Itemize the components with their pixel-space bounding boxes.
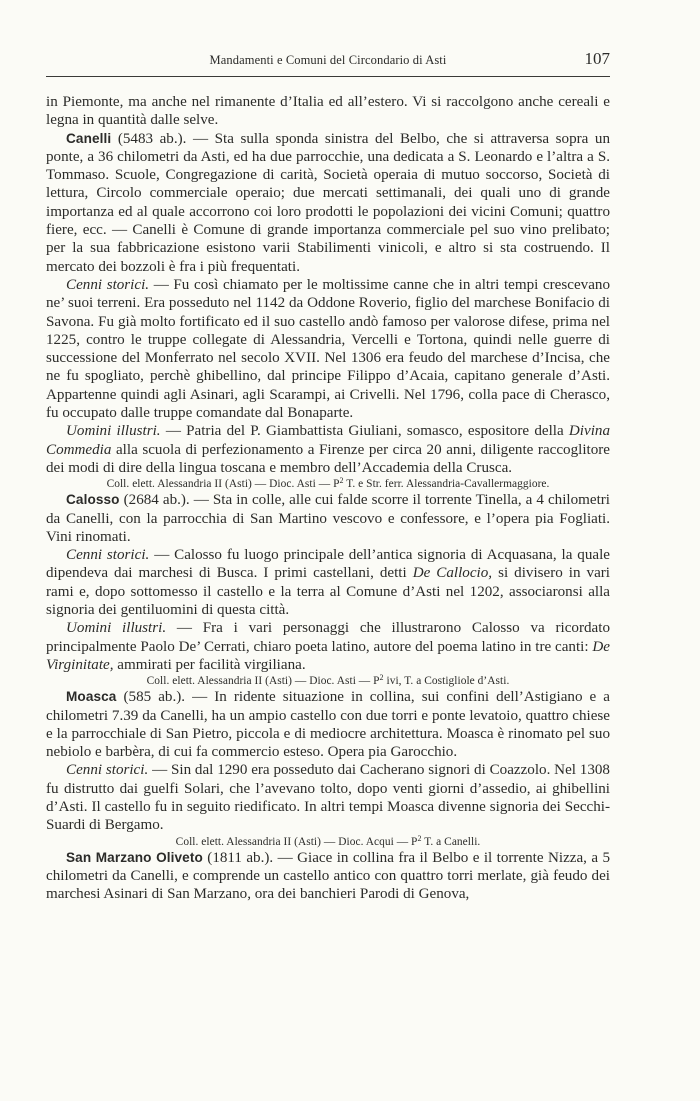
canelli-ref-text-2: T. e Str. ferr. Alessandria-Cavallermaggiore. bbox=[346, 478, 550, 491]
canelli-people bbox=[46, 422, 610, 477]
calosso-people-work: De Virginitate, bbox=[46, 638, 610, 673]
calosso-people-text-1: — Fra i vari personaggi che illustrarono Calosso va ricordato principalmente Paolo De’ Cerrati, chiaro poeta latino, autore del poema latino in tre canti: bbox=[46, 620, 610, 655]
canelli-ref-sup: 2 bbox=[339, 476, 344, 486]
calosso-history-text-2: si divisero in vari rami e, dopo sottomesso il castello e la terra al Comune d’Asti nel 1202, associaronsi alla signoria dei gentiluomini di questa città. bbox=[46, 565, 611, 619]
calosso-ref-text-2: ivi, T. a Costigliole d’Asti. bbox=[386, 675, 510, 688]
moasca-description: — In ridente situazione in collina, sui confini dell’Astigiano e a chilometri 7.39 da Canelli, ha un ampio castello con due torri e ponte levatoio, quattro chiese e la parrocchiale di San Pietro, piccola e di mediocre architettura. Moasca è rinomato pel suo nebiolo e barbèra, di cui fa commercio esteso. Opera pia Garocchio. bbox=[46, 689, 610, 761]
canelli-people-text-1: — Patria del P. Giambattista Giuliani, somasco, espositore della bbox=[165, 423, 564, 440]
canelli-description: — Sta sulla sponda sinistra del Belbo, che si attraversa sopra un ponte, a 36 chilometri da Asti, ed ha due parrocchie, una dedicata a S. Leonardo e l’altra a S. Tommaso. Scuole, Congregazione di carità, Società operaia di mutuo soccorso, Società di lettura, Circolo commerciale operaio; due mercati settimanali, dei quali uno di grande importanza ed al quale accorrono coi loro prodotti le popolazioni dei vicini Comuni; quattro fiere, ecc. — Canelli è Comune di grande importanza commerciale pel suo vino prelibato; per la sua fabbricazione esistono varii Stabilimenti vinicoli, e altro si sta costruendo. Il mercato dei bozzoli è fra i più frequentati. bbox=[46, 130, 611, 275]
calosso-entry bbox=[46, 491, 610, 546]
calosso-history-text-1: — Calosso fu luogo principale dell’antica signoria di Acquasana, la quale dipendeva dai marchesi di Busca. I primi castellani, detti bbox=[46, 547, 610, 582]
canelli-people-work: Divina Commedia bbox=[46, 423, 610, 458]
calosso-ref-sup: 2 bbox=[379, 673, 384, 683]
canelli-name: Canelli bbox=[66, 130, 112, 146]
calosso-history-label: Cenni storici. bbox=[66, 547, 150, 564]
moasca-entry bbox=[46, 688, 610, 761]
san-marzano-population: (1811 ab.). bbox=[207, 849, 274, 866]
calosso-people-text-2: ammirati per facilità virgiliana. bbox=[117, 656, 306, 673]
canelli-population: (5483 ab.). bbox=[117, 130, 187, 147]
calosso-reference bbox=[46, 674, 610, 688]
moasca-history-label: Cenni storici. bbox=[66, 762, 149, 779]
san-marzano-description: — Giace in collina fra il Belbo e il torrente Nizza, a 5 chilometri da Canelli, e comprende un castello antico con quattro torri merlate, già feudo dei marchesi Asinari di San Marzano, ora dei banchieri Parodi di Genova, bbox=[46, 849, 611, 903]
calosso-name: Calosso bbox=[66, 492, 120, 508]
header-title: Mandamenti e Comuni del Circondario di Asti bbox=[209, 53, 447, 67]
calosso-description: — Sta in colle, alle cui falde scorre il torrente Tinella, a 4 chilometri da Canelli, con la parrocchia di San Martino vescovo e confessore, e l’opera pia Fogliati. Vini rinomati. bbox=[46, 492, 611, 545]
canelli-ref-text-1: Coll. elett. Alessandria II (Asti) — Dioc. Asti — P bbox=[106, 478, 340, 491]
moasca-history bbox=[46, 761, 610, 834]
canelli-people-text-2: alla scuola di perfezionamento a Firenze per circa 20 anni, diligente raccoglitore dei modi di dire della lingua toscana e membro dell’Accademia della Crusca. bbox=[46, 441, 610, 476]
canelli-reference bbox=[46, 477, 610, 491]
calosso-people bbox=[46, 619, 610, 674]
canelli-people-label: Uomini illustri. bbox=[66, 423, 161, 440]
san-marzano-name: San Marzano Oliveto bbox=[66, 849, 203, 865]
running-header bbox=[46, 46, 610, 77]
moasca-name: Moasca bbox=[66, 689, 117, 705]
page-number: 107 bbox=[584, 49, 610, 68]
moasca-ref-sup: 2 bbox=[417, 833, 422, 843]
moasca-population: (585 ab.). bbox=[123, 689, 186, 706]
canelli-history-label: Cenni storici. bbox=[66, 276, 150, 293]
calosso-people-label: Uomini illustri. bbox=[66, 620, 167, 637]
canelli-history-text: — Fu così chiamato per le moltissime canne che in altri tempi crescevano ne’ suoi terreni. Era posseduto nel 1142 da Oddone Roverio, figlio del marchese Bonifacio di Savona. Fu già molto fortificato ed il suo castello andò famoso per valorose difese, prima nel 1225, contro le truppe collegate di Alessandria, Vercelli e Tortona, quindi nelle guerre di successione del Monferrato nel secolo XVII. Nel 1306 era feudo del marchese d’Incisa, che ne fu spogliato, perchè ghibellino, dal principe Filippo d’Acaia, capitano generale d’Asti. Appartenne quindi agli Asinari, agli Scarampi, ai Crivelli. Nel 1796, colla pace di Cherasco, fu occupato dalle truppe comandate dal Bonaparte. bbox=[46, 276, 610, 422]
calosso-history-family: De Callocio, bbox=[412, 565, 493, 582]
calosso-ref-text-1: Coll. elett. Alessandria II (Asti) — Dioc. Asti — P bbox=[146, 675, 380, 688]
canelli-history bbox=[46, 276, 610, 422]
page-body bbox=[46, 93, 610, 903]
book-page bbox=[46, 46, 610, 903]
intro-paragraph: in Piemonte, ma anche nel rimanente d’Italia ed all’estero. Vi si raccolgono anche cereali e legna in quantità dalle selve. bbox=[46, 94, 610, 129]
calosso-history bbox=[46, 546, 610, 619]
canelli-entry bbox=[46, 130, 610, 276]
moasca-ref-text-2: T. a Canelli. bbox=[424, 835, 481, 848]
moasca-history-text: — Sin dal 1290 era posseduto dai Cacherano signori di Coazzolo. Nel 1308 fu distrutto dai guelfi Solari, che l’avevano tolto, dopo venti giorni d’assedio, ai ghibellini d’Asti. Il castello fu in seguito riedificato. In altri tempi Moasca divenne signoria dei Secchi-Suardi di Bergamo. bbox=[46, 762, 610, 834]
moasca-ref-text-1: Coll. elett. Alessandria II (Asti) — Dioc. Acqui — P bbox=[175, 835, 418, 848]
moasca-reference bbox=[46, 835, 610, 849]
calosso-population: (2684 ab.). bbox=[123, 492, 190, 509]
san-marzano-entry bbox=[46, 849, 610, 904]
